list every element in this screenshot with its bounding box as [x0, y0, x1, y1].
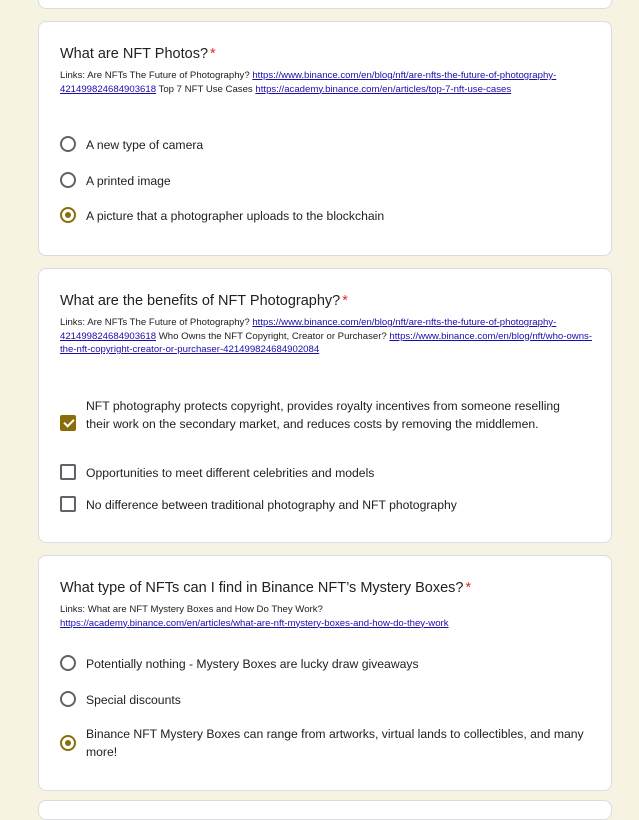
link-top-7-nft-use-cases[interactable]: https://academy.binance.com/en/articles/top-7-nft-use-cases: [255, 83, 512, 95]
radio-button[interactable]: [60, 172, 76, 188]
radio-button[interactable]: [60, 136, 76, 152]
checkbox[interactable]: [60, 496, 76, 512]
option-potentially-nothing[interactable]: Potentially nothing - Mystery Boxes are lucky draw giveaways: [60, 655, 600, 673]
link-nft-copyright[interactable]: https://www.binance.com/en/blog/nft/who-owns-the-nft-copyright-creator-or-purchaser-421499824684902084: [60, 330, 593, 355]
radio-button-selected[interactable]: [60, 207, 76, 223]
question-card-nft-photos: [38, 21, 612, 256]
link-nfts-future-photography[interactable]: https://www.binance.com/en/blog/nft/are-nfts-the-future-of-photography-421499824684903618: [60, 317, 557, 342]
option-printed-image[interactable]: A printed image: [60, 172, 600, 190]
checkbox[interactable]: [60, 464, 76, 480]
radio-button[interactable]: [60, 655, 76, 671]
option-picture-blockchain[interactable]: A picture that a photographer uploads to the blockchain: [60, 207, 600, 225]
question-title: What are the benefits of NFT Photography? *: [60, 293, 348, 309]
option-range-of-nfts[interactable]: Binance NFT Mystery Boxes can range from artworks, virtual lands to collectibles, and many more!: [60, 725, 600, 761]
question-title: What type of NFTs can I find in Binance NFT’s Mystery Boxes? *: [60, 580, 472, 596]
option-no-difference[interactable]: No difference between traditional photography and NFT photography: [60, 496, 600, 514]
link-nfts-future-photography[interactable]: https://www.binance.com/en/blog/nft/are-nfts-the-future-of-photography-421499824684903618: [60, 70, 557, 95]
radio-button[interactable]: [60, 691, 76, 707]
radio-button-selected[interactable]: [60, 735, 76, 751]
question-title: What are NFT Photos? *: [60, 46, 216, 62]
previous-question-card: [38, 0, 612, 9]
option-meet-celebrities[interactable]: Opportunities to meet different celebrities and models: [60, 464, 600, 482]
option-protects-copyright[interactable]: NFT photography protects copyright, provides royalty incentives from someone reselling their work on the secondary market, and reduces costs by removing the middlemen.: [60, 397, 600, 433]
question-card-mystery-boxes: [38, 555, 612, 791]
question-card-nft-benefits: [38, 268, 612, 543]
question-description: Links: Are NFTs The Future of Photography? https://www.binance.com/en/blog/nft/are-nfts-the-future-of-photography-421499824684903618 Top 7 NFT Use Cases https://academy.binance.com/en/articles/top-7-nft-use-cases: [60, 70, 557, 95]
link-nft-mystery-boxes[interactable]: https://academy.binance.com/en/articles/what-are-nft-mystery-boxes-and-how-do-they-work: [60, 617, 449, 629]
question-description: Links: Are NFTs The Future of Photography? https://www.binance.com/en/blog/nft/are-nfts-the-future-of-photography-421499824684903618 Who Owns the NFT Copyright, Creator or Purchaser? https://www.binance.com/en/blog/nft/who-owns-the-nft-copyright-creator-or-purchaser-421499824684902084: [60, 317, 593, 355]
option-special-discounts[interactable]: Special discounts: [60, 691, 600, 709]
option-new-camera[interactable]: A new type of camera: [60, 136, 600, 154]
next-question-card: [38, 800, 612, 820]
question-description: Links: What are NFT Mystery Boxes and How Do They Work? https://academy.binance.com/en/articles/what-are-nft-mystery-boxes-and-how-do-they-work: [60, 604, 449, 629]
checkbox-checked[interactable]: [60, 415, 76, 431]
